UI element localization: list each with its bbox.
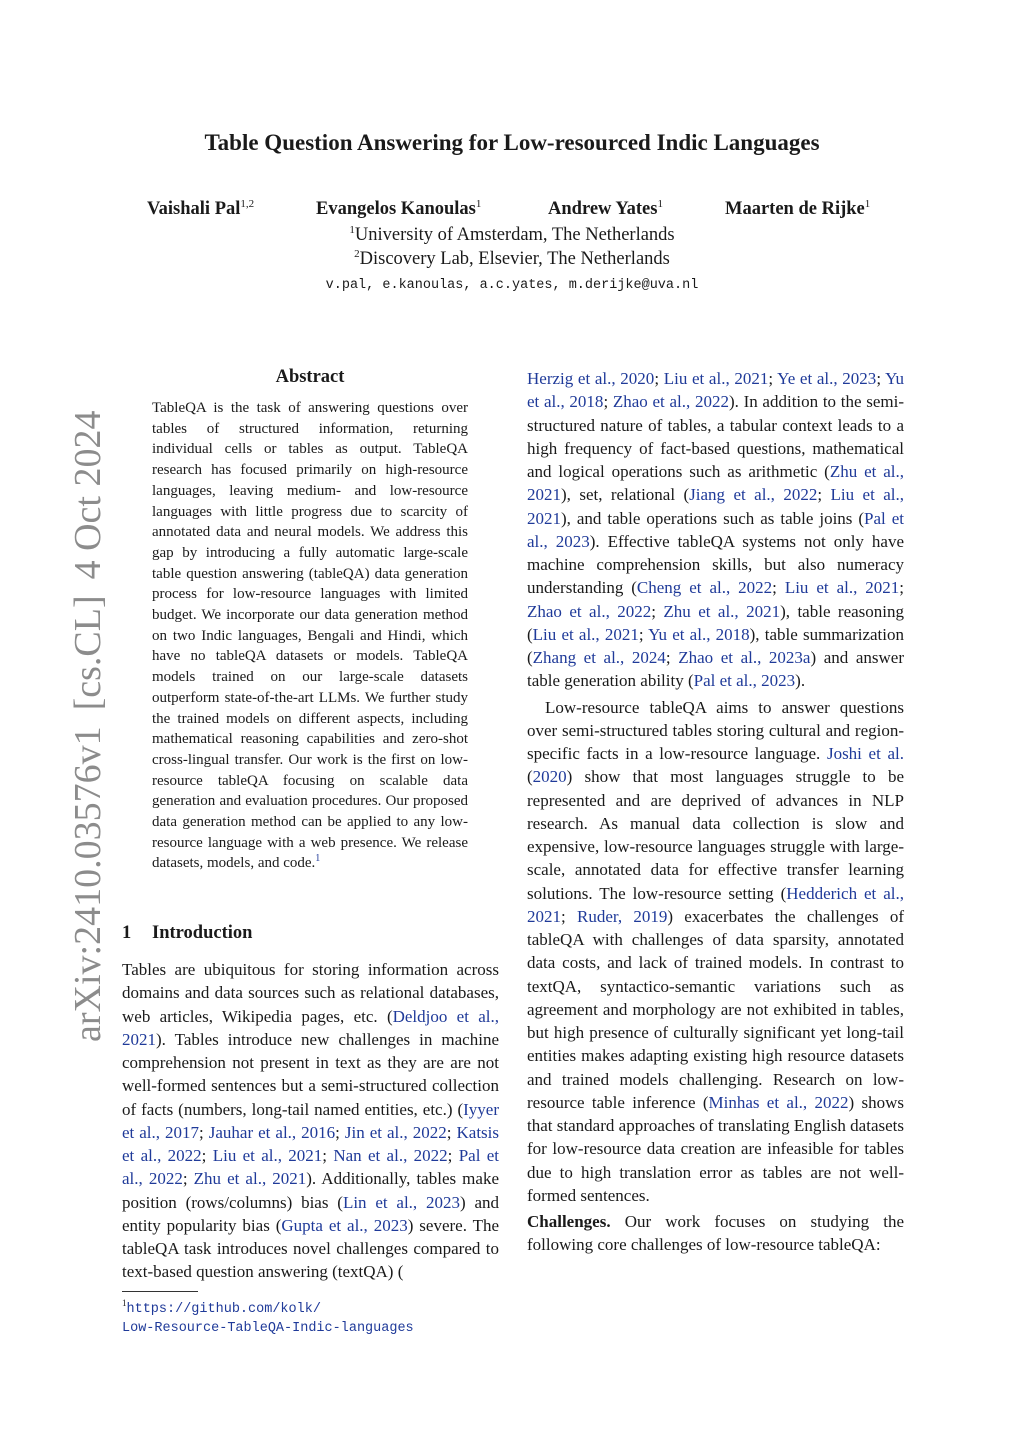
citation-link[interactable]: Ruder, 2019 [576,906,668,926]
abstract-body: TableQA is the task of answering questions over tables of structured information, returning individual cells or tables as output. TableQA research has focused primarily on high-resource languages, leaving medium- and low-resource languages with little progress due to scarcity of annotated data and neural models. We address this gap by introducing a fully automatic large-scale table question answering (tableQA) data generation process for low-resource languages with limited budget. We incorporate our data generation method on two Indic languages, Bengali and Hindi, which have no tableQA datasets or models. TableQA models trained on our large-scale datasets outperform state-of-the-art LLMs. We further study the trained models on different aspects, including mathematical reasoning capabilities and zero-shot cross-lingual transfer. Our work is the first on low-resource tableQA focusing on scalable data generation and evaluation procedures. Our proposed data generation method can be applied to any low-resource language with a web presence. We release datasets, models, and code.$^1$ [152,400,468,872]
citation-link[interactable]: Pal et al., 2023 [693,671,796,691]
author-name: Andrew Yates$^1$ [548,198,663,219]
citation-link[interactable]: Iyyer et al., 2017 [122,1099,499,1142]
footnote-rule [122,1291,198,1292]
section-heading: 1 Introduction [122,923,253,943]
author-name: Maarten de Rijke$^1$ [725,198,871,219]
paper-title: Table Question Answering for Low-resourced Indic Languages [204,130,820,155]
citation-link[interactable]: Zhu et al., 2021 [527,462,904,505]
citation-link[interactable]: Katsis et al., 2022 [122,1122,500,1165]
citation-link[interactable]: Zhang et al., 2024 [532,648,666,667]
footnote [122,1294,414,1338]
citation-link[interactable]: Liu et al., 2021 [212,1146,323,1165]
citation-link[interactable]: Liu et al., 2021 [527,485,905,528]
citation-link[interactable]: 2020 [532,767,567,787]
author-name: Vaishali Pal$^{1,2}$ [147,198,255,219]
citation-link[interactable]: Zhao et al., 2023a [678,648,811,667]
citation-link[interactable]: Herzig et al., 2020 [527,369,655,388]
author-name: Evangelos Kanoulas$^1$ [316,198,482,219]
author-emails: v.pal, e.kanoulas, a.c.yates, m.derijke@uva.nl [325,278,699,293]
citation-link[interactable]: Lin et al., 2023 [342,1192,460,1212]
citation-link[interactable]: Deldjoo et al., 2021 [122,1006,499,1049]
citation-link[interactable]: Hedderich et al., 2021 [527,883,904,926]
citation-link[interactable]: Cheng et al., 2022 [636,578,773,598]
citation-link[interactable]: Gupta et al., 2023 [281,1215,408,1235]
citation-link[interactable]: Zhao et al., 2022 [612,392,729,412]
affiliation: $^1$University of Amsterdam, The Netherlands [349,224,675,245]
intro-paragraph-1: Tables are ubiquitous for storing information across domains and data sources such as relational databases, web articles, Wikipedia pages, etc. (Deldjoo et al., 2021). Tables introduce new challenges in machine comprehension not present in text as they are are not well-formed sentences but a semi-structured collection of facts (numbers, long-tail named entities, etc.) (Iyyer et al., 2017; Jauhar et al., 2016; Jin et al., 2022; Katsis et al., 2022; Liu et al., 2021; Nan et al., 2022; Pal et al., 2022; Zhu et al., 2021). Additionally, tables make position (rows/columns) bias (Lin et al., 2023) and entity popularity bias (Gupta et al., 2023) severe. The tableQA task introduces novel challenges compared to text-based question answering (textQA) ( [122,960,500,1282]
citation-link[interactable]: Pal et al., 2022 [122,1146,499,1189]
arxiv-stamp: arXiv:2410.03576v1[cs.CL]4 Oct 2024 [67,410,109,1042]
citation-link[interactable]: Jauhar et al., 2016 [208,1122,336,1142]
intro-paragraph-2: Low-resource tableQA aims to answer questions over semi-structured tables storing cultural and region-specific facts in a low-resource language. Joshi et al. (2020) show that most languages struggle to be represented and are deprived of advances in NLP research. As manual data collection is slow and expensive, low-resource languages struggle with large-scale, annotated data for effective transfer learning solutions. The low-resource setting (Hedderich et al., 2021; Ruder, 2019) exacerbates the challenges of tableQA with challenges of data sparsity, annotated data costs, and lack of trained models. In contrast to textQA, syntactico-semantic variations such as agreement and morphology are not exhibited in tables, but high presence of culturally significant yet long-tail entities makes adapting existing high resource datasets and trained models challenging. Research on low-resource table inference (Minhas et al., 2022) shows that standard approaches of translating English datasets for low-resource data creation are infeasible for tables due to high translation error as tables are not well-formed sentences. [527,697,904,1205]
citation-link[interactable]: Liu et al., 2021 [784,578,900,598]
citation-link[interactable]: Nan et al., 2022 [333,1146,448,1165]
footnote-link[interactable]: https://github.com/kolk/ [126,1302,321,1317]
citation-link[interactable]: Zhao et al., 2022 [527,601,652,621]
footnote-mark: 1 [122,1298,127,1308]
paragraph-run-in-heading: Challenges. [527,1212,611,1231]
intro-paragraph-1-cont: Herzig et al., 2020; Liu et al., 2021; Ye et al., 2023; Yu et al., 2018; Zhao et al., 2022). In addition to the semi-structured nature of tables, a tabular context leads to a high frequency of fact-based questions, mathematical and logical operations such as arithmetic (Zhu et al., 2021), set, relational (Jiang et al., 2022; Liu et al., 2021), and table operations such as table joins (Pal et al., 2023). Effective tableQA systems not only have machine comprehension skills, but also numeracy understanding (Cheng et al., 2022; Liu et al., 2021; Zhao et al., 2022; Zhu et al., 2021), table reasoning (Liu et al., 2021; Yu et al., 2018), table summarization (Zhang et al., 2024; Zhao et al., 2023a) and answer table generation ability (Pal et al., 2023). [527,369,905,691]
citation-link[interactable]: Yu et al., 2018 [648,624,750,644]
footnote-link-cont[interactable]: Low-Resource-TableQA-Indic-languages [122,1321,414,1336]
citation-link[interactable]: Pal et al., 2023 [527,508,904,551]
intro-paragraph-3: Challenges. Our work focuses on studying the following core challenges of low-resource tableQA: [527,1212,904,1255]
citation-link[interactable]: Joshi et al. [826,744,904,763]
intro-column-right [527,367,904,1257]
citation-link[interactable]: Minhas et al., 2022 [708,1092,849,1112]
citation-link[interactable]: Jin et al., 2022 [344,1122,447,1142]
citation-link[interactable]: Ye et al., 2023 [777,369,877,388]
citation-link[interactable]: Liu et al., 2021 [532,624,639,644]
citation-link[interactable]: Liu et al., 2021 [663,369,769,388]
intro-column-left [122,958,499,1284]
footnote-ref[interactable]: 1 [315,853,321,865]
citation-link[interactable]: Jiang et al., 2022 [689,485,818,505]
abstract-heading: Abstract [275,367,345,387]
citation-link[interactable]: Zhu et al., 2021 [663,601,781,621]
citation-link[interactable]: Yu et al., 2018 [527,369,904,412]
citation-link[interactable]: Zhu et al., 2021 [193,1169,307,1189]
affiliation: $^2$Discovery Lab, Elsevier, The Netherlands [354,248,670,269]
